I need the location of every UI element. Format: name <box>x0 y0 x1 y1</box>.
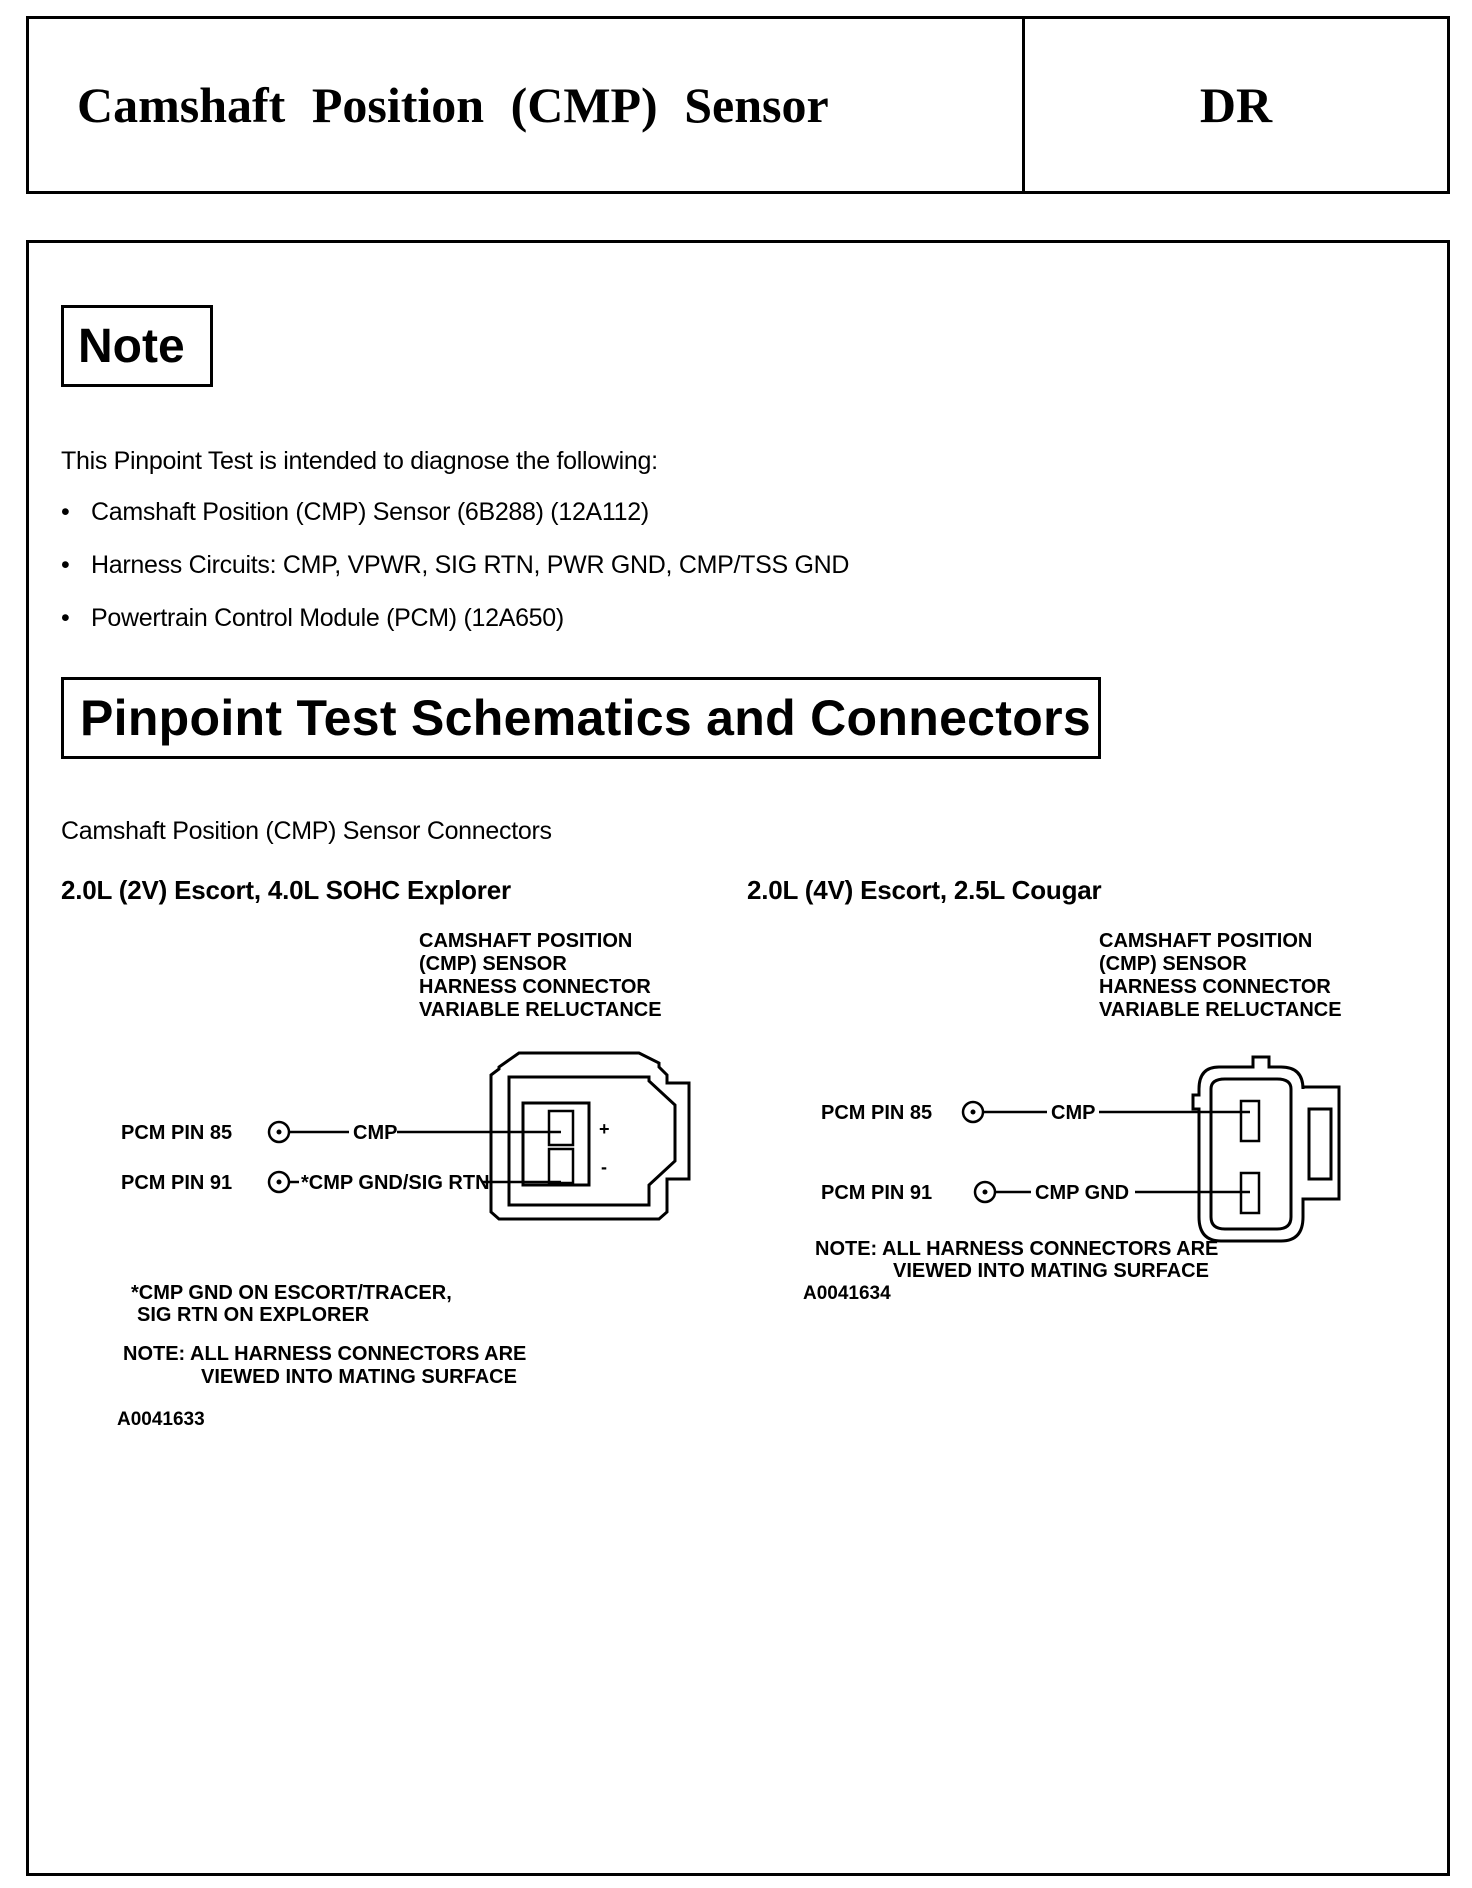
fig2-pin2-circuit: CMP GND <box>1035 1182 1130 1204</box>
fig1-terminal-pin91 <box>549 1149 573 1183</box>
note-heading: Note <box>61 305 213 387</box>
fig1-pin2-label: PCM PIN 91 <box>121 1172 233 1194</box>
fig1-connector-body <box>491 1053 689 1219</box>
fig1-connector-label-line: (CMP) SENSOR <box>419 953 567 975</box>
fig2-pin2-label: PCM PIN 91 <box>821 1182 933 1204</box>
pinpoint-heading: Pinpoint Test Schematics and Connectors <box>61 677 1101 759</box>
fig1-pin1-label: PCM PIN 85 <box>121 1122 233 1144</box>
note-bullet-list <box>61 498 849 657</box>
fig2-connector-label-line: VARIABLE RELUCTANCE <box>1099 999 1342 1021</box>
fig2-pin1-label: PCM PIN 85 <box>821 1102 933 1124</box>
fig2-terminal-pin85 <box>1241 1101 1259 1141</box>
fig1-note-line: NOTE: ALL HARNESS CONNECTORS ARE <box>123 1343 527 1365</box>
fig1-connector-label-line: VARIABLE RELUCTANCE <box>419 999 662 1021</box>
list-item: • Camshaft Position (CMP) Sensor (6B288) (12A112) <box>61 498 849 551</box>
fig2-connector-label-line: HARNESS CONNECTOR <box>1099 976 1331 998</box>
list-item: • Harness Circuits: CMP, VPWR, SIG RTN, PWR GND, CMP/TSS GND <box>61 551 849 604</box>
connectors-caption: Camshaft Position (CMP) Sensor Connectors <box>61 817 552 845</box>
content-panel <box>26 240 1450 1876</box>
fig1-minus-sign: - <box>601 1157 607 1177</box>
fig2-figure-id: A0041634 <box>803 1283 891 1304</box>
fig2-connector-body <box>1193 1057 1339 1241</box>
figure2-schematic <box>769 917 1429 1277</box>
fig1-pin2-circuit: *CMP GND/SIG RTN <box>301 1172 490 1194</box>
fig1-pin2-dot <box>277 1180 282 1185</box>
list-item: • Powertrain Control Module (PCM) (12A650) <box>61 604 849 657</box>
figure1-title: 2.0L (2V) Escort, 4.0L SOHC Explorer <box>61 875 511 905</box>
page-header <box>26 16 1450 194</box>
fig2-note-line: VIEWED INTO MATING SURFACE <box>893 1260 1209 1277</box>
fig1-pin1-circuit: CMP <box>353 1122 398 1144</box>
figure1-schematic <box>79 917 739 1437</box>
fig2-pin1-dot <box>971 1110 976 1115</box>
fig1-pin1-dot <box>277 1130 282 1135</box>
page-title: Camshaft Position (CMP) Sensor <box>77 77 829 133</box>
fig1-footnote-line: *CMP GND ON ESCORT/TRACER, <box>131 1282 452 1304</box>
fig1-connector-label-line: CAMSHAFT POSITION <box>419 930 633 952</box>
fig2-connector-label-line: CAMSHAFT POSITION <box>1099 930 1313 952</box>
fig2-note-line: NOTE: ALL HARNESS CONNECTORS ARE <box>815 1238 1219 1260</box>
fig2-connector-label-line: (CMP) SENSOR <box>1099 953 1247 975</box>
fig1-figure-id: A0041633 <box>117 1409 205 1430</box>
section-code: DR <box>1022 19 1447 191</box>
fig1-plus-sign: + <box>599 1119 610 1139</box>
fig1-connector-label-line: HARNESS CONNECTOR <box>419 976 651 998</box>
fig1-terminal-pin85 <box>549 1111 573 1145</box>
figure2-title: 2.0L (4V) Escort, 2.5L Cougar <box>747 875 1102 905</box>
fig1-note-line: VIEWED INTO MATING SURFACE <box>201 1366 517 1388</box>
note-intro: This Pinpoint Test is intended to diagnose the following: <box>61 447 658 475</box>
fig2-pin1-circuit: CMP <box>1051 1102 1096 1124</box>
fig1-footnote-line: SIG RTN ON EXPLORER <box>137 1304 370 1326</box>
fig2-pin2-dot <box>983 1190 988 1195</box>
